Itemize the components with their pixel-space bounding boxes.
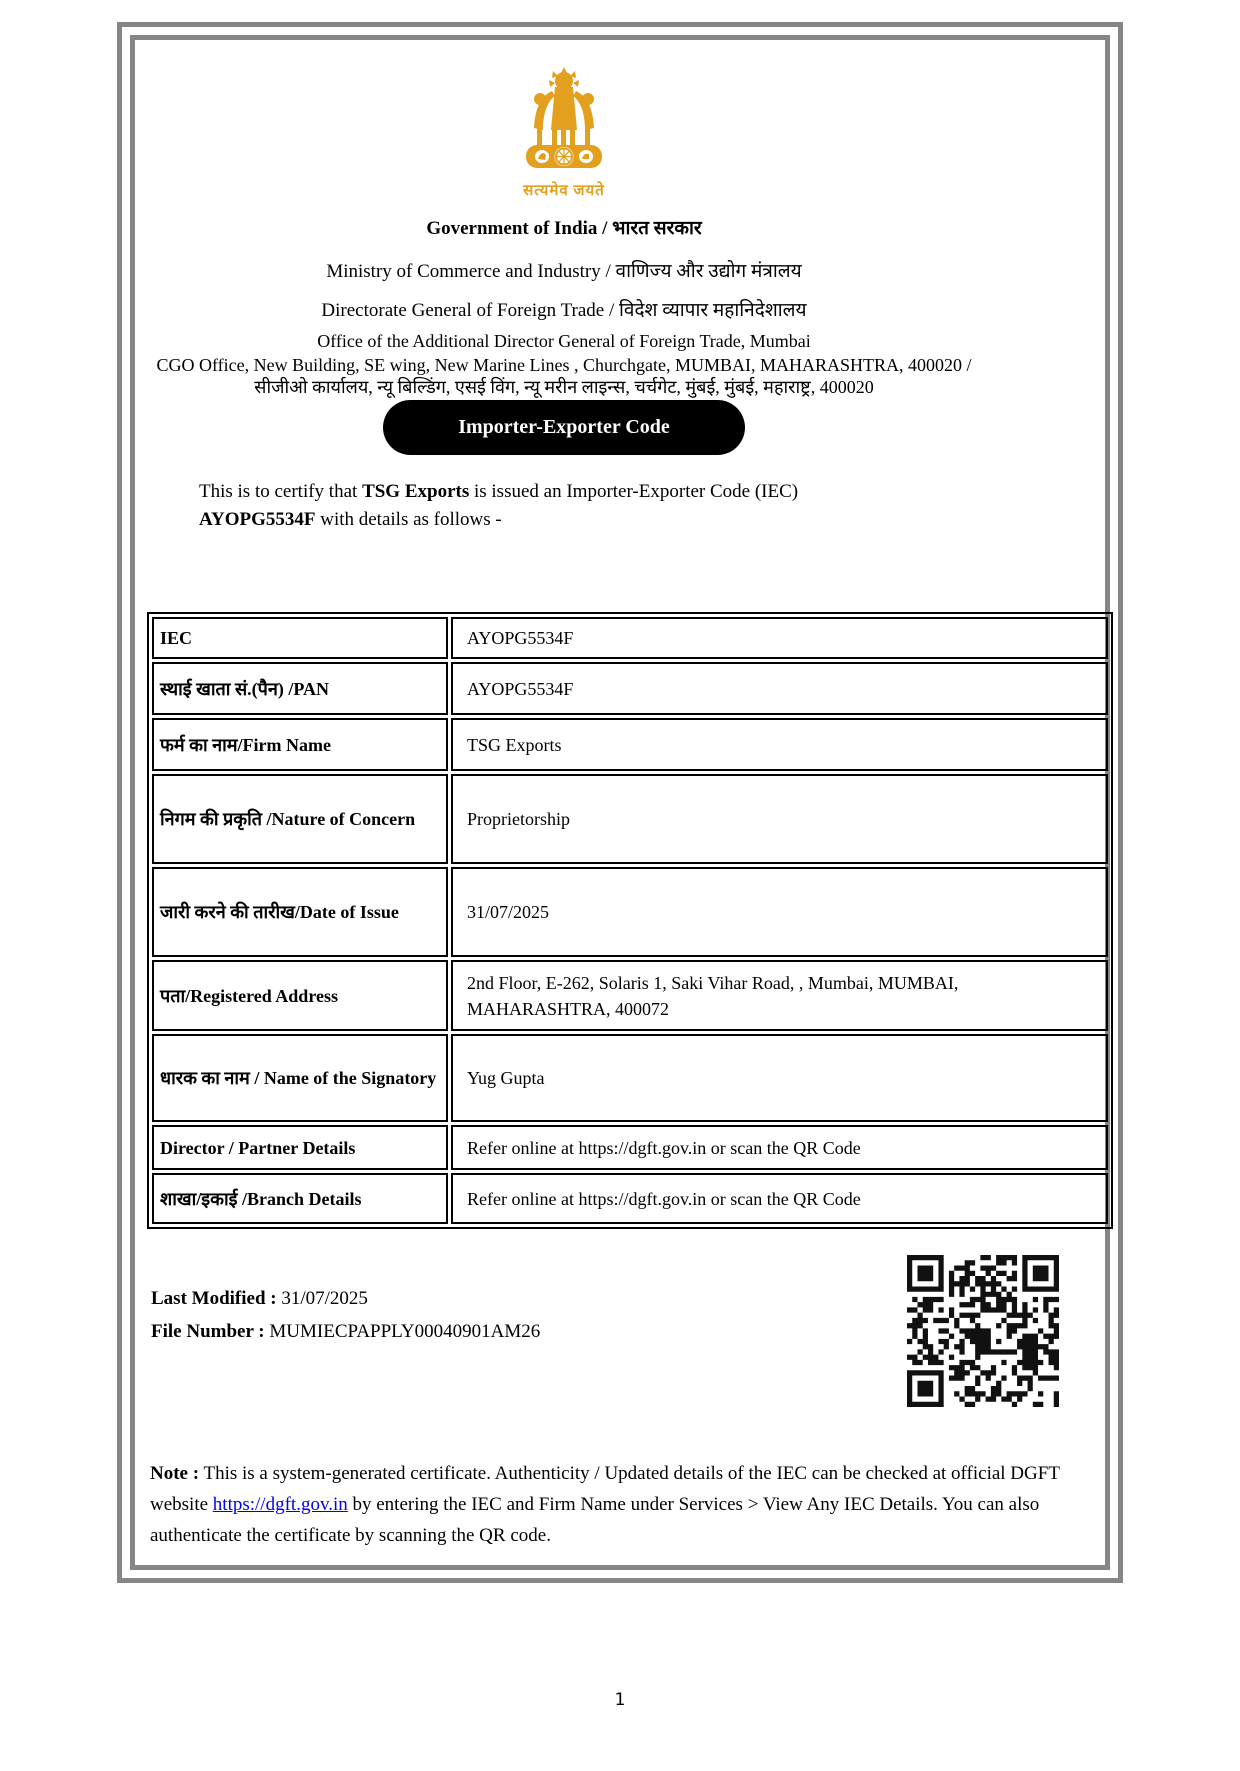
iec-details-table [147, 612, 1113, 1229]
importer-exporter-code-badge [383, 400, 745, 455]
note-paragraph: Note : This is a system-generated certificate. Authenticity / Updated details of the IEC can be checked at official DGFT website https://dgft.gov.in by entering the IEC and Firm Name under Services > View Any IEC Details. You can also authenticate the certificate by scanning the QR code. [150, 1463, 1060, 1546]
row-label: पता/Registered Address [152, 960, 448, 1031]
last-modified-value: 31/07/2025 [281, 1288, 368, 1309]
badge-label: Importer-Exporter Code [458, 416, 670, 438]
file-number-line: File Number : MUMIECPAPPLY00040901AM26 [151, 1321, 541, 1342]
table-row [152, 718, 1108, 771]
row-label: धारक का नाम / Name of the Signatory [152, 1034, 448, 1122]
certificate-content [147, 40, 1102, 1565]
row-label: शाखा/इकाई /Branch Details [152, 1173, 448, 1224]
emblem-motto: सत्यमेव जयते [523, 183, 605, 199]
qr-code-image [907, 1255, 1059, 1407]
row-value: 2nd Floor, E-262, Solaris 1, Saki Vihar Road, , Mumbai, MUMBAI, MAHARASHTRA, 400072 [451, 960, 1108, 1031]
row-value: AYOPG5534F [451, 617, 1108, 659]
certificate-inner-frame [130, 35, 1110, 1570]
row-label: IEC [152, 617, 448, 659]
page-number: 1 [614, 1690, 626, 1710]
row-value: Proprietorship [451, 774, 1108, 864]
note-label: Note : [150, 1463, 200, 1484]
qr-code [907, 1255, 1059, 1407]
row-value: Refer online at https://dgft.gov.in or scan the QR Code [451, 1125, 1108, 1170]
iec-code-text: AYOPG5534F [199, 509, 316, 530]
row-value: Yug Gupta [451, 1034, 1108, 1122]
national-emblem [519, 66, 609, 200]
dgft-website-link[interactable]: https://dgft.gov.in [212, 1494, 348, 1515]
row-value: Refer online at https://dgft.gov.in or scan the QR Code [451, 1173, 1108, 1224]
table-row [152, 960, 1108, 1031]
table-row [152, 662, 1108, 715]
row-label: स्थाई खाता सं.(पैन) /PAN [152, 662, 448, 715]
certificate-meta [151, 1282, 540, 1348]
table-row [152, 867, 1108, 957]
certificate-header [149, 66, 979, 398]
row-label: जारी करने की तारीख/Date of Issue [152, 867, 448, 957]
directorate-line: Directorate General of Foreign Trade / विदेश व्यापार महानिदेशालय [321, 300, 807, 321]
certificate-outer-frame [117, 22, 1123, 1583]
ashoka-lion-capital-icon [519, 66, 609, 178]
office-line: Office of the Additional Director General of Foreign Trade, Mumbai [317, 331, 811, 351]
table-row [152, 1034, 1108, 1122]
file-number-value: MUMIECPAPPLY00040901AM26 [269, 1321, 541, 1342]
table-row [152, 617, 1108, 659]
row-label: Director / Partner Details [152, 1125, 448, 1170]
office-address-line: CGO Office, New Building, SE wing, New Marine Lines , Churchgate, MUMBAI, MAHARASHTRA, 400020 / सीजीओ कार्यालय, न्यू बिल्डिंग, एसई विंग, न्यू मरीन लाइन्स, चर्चगेट, मुंबई, मुंबई, महाराष्ट्र, 400020 [156, 355, 972, 397]
row-value: 31/07/2025 [451, 867, 1108, 957]
table-row [152, 1173, 1108, 1224]
firm-name-text: TSG Exports [362, 481, 470, 502]
last-modified-line: Last Modified : 31/07/2025 [151, 1288, 368, 1309]
certify-line-2: AYOPG5534F with details as follows - [199, 509, 502, 530]
government-of-india-line: Government of India / भारत सरकार [426, 218, 702, 239]
table-row [152, 1125, 1108, 1170]
row-value: AYOPG5534F [451, 662, 1108, 715]
row-value: TSG Exports [451, 718, 1108, 771]
row-label: फर्म का नाम/Firm Name [152, 718, 448, 771]
row-label: निगम की प्रकृति /Nature of Concern [152, 774, 448, 864]
certify-paragraph [199, 478, 959, 534]
certify-line-1: This is to certify that TSG Exports is issued an Importer-Exporter Code (IEC) [199, 481, 799, 502]
table-row [152, 774, 1108, 864]
ministry-line: Ministry of Commerce and Industry / वाणिज्य और उद्योग मंत्रालय [326, 261, 802, 282]
